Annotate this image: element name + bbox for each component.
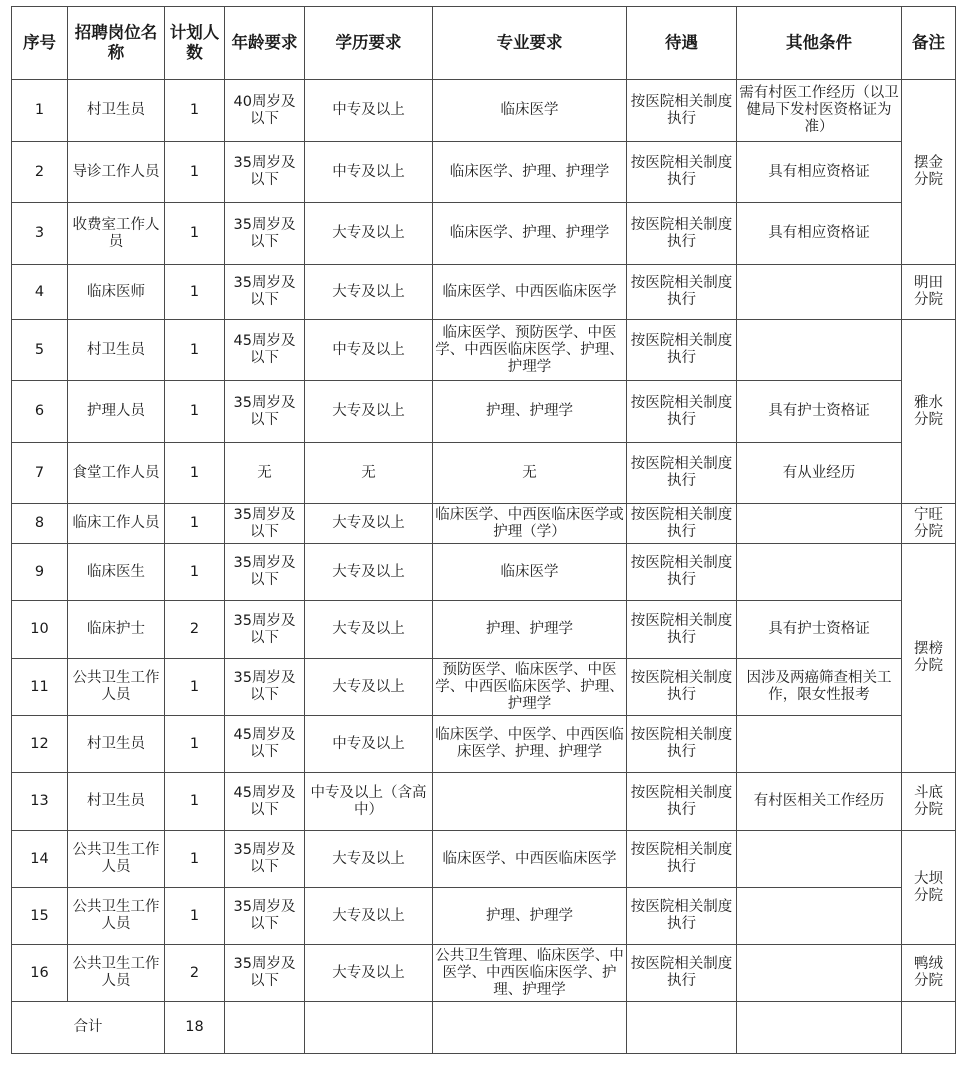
age-cell: 45周岁及以下 <box>225 716 305 773</box>
empty-cell <box>225 1002 305 1054</box>
total-count: 18 <box>165 1002 225 1054</box>
major-cell: 临床医学 <box>433 544 627 601</box>
education-cell: 大专及以上 <box>305 544 433 601</box>
count-cell: 1 <box>165 504 225 544</box>
age-cell: 35周岁及以下 <box>225 601 305 659</box>
position-cell: 公共卫生工作人员 <box>68 659 165 716</box>
other-cell: 具有相应资格证 <box>737 142 902 203</box>
seq-cell: 6 <box>12 381 68 443</box>
count-cell: 1 <box>165 716 225 773</box>
pay-cell: 按医院相关制度执行 <box>627 544 737 601</box>
remark-cell: 鸭绒分院 <box>902 945 956 1002</box>
remark-cell: 摆榜分院 <box>902 544 956 773</box>
count-cell: 1 <box>165 888 225 945</box>
remark-cell: 斗底分院 <box>902 773 956 831</box>
table-row <box>12 443 956 504</box>
position-cell: 临床护士 <box>68 601 165 659</box>
table-row <box>12 831 956 888</box>
remark-cell: 明田分院 <box>902 265 956 320</box>
age-cell: 35周岁及以下 <box>225 831 305 888</box>
table-row <box>12 659 956 716</box>
table-row <box>12 601 956 659</box>
age-cell: 35周岁及以下 <box>225 142 305 203</box>
count-cell: 1 <box>165 659 225 716</box>
seq-cell: 3 <box>12 203 68 265</box>
pay-cell: 按医院相关制度执行 <box>627 142 737 203</box>
education-cell: 大专及以上 <box>305 945 433 1002</box>
count-cell: 1 <box>165 443 225 504</box>
header-count: 计划人数 <box>165 7 225 80</box>
other-cell: 具有护士资格证 <box>737 601 902 659</box>
major-cell: 临床医学、中医学、中西医临床医学、护理、护理学 <box>433 716 627 773</box>
pay-cell: 按医院相关制度执行 <box>627 381 737 443</box>
seq-cell: 13 <box>12 773 68 831</box>
table-row <box>12 716 956 773</box>
position-cell: 导诊工作人员 <box>68 142 165 203</box>
position-cell: 公共卫生工作人员 <box>68 831 165 888</box>
other-cell <box>737 265 902 320</box>
position-cell: 收费室工作人员 <box>68 203 165 265</box>
other-cell <box>737 544 902 601</box>
empty-cell <box>902 1002 956 1054</box>
other-cell: 具有护士资格证 <box>737 381 902 443</box>
education-cell: 大专及以上 <box>305 601 433 659</box>
header-no: 序号 <box>12 7 68 80</box>
count-cell: 1 <box>165 265 225 320</box>
position-cell: 村卫生员 <box>68 773 165 831</box>
education-cell: 中专及以上 <box>305 80 433 142</box>
major-cell: 临床医学、护理、护理学 <box>433 142 627 203</box>
major-cell: 预防医学、临床医学、中医学、中西医临床医学、护理、护理学 <box>433 659 627 716</box>
education-cell: 中专及以上（含高中） <box>305 773 433 831</box>
education-cell: 大专及以上 <box>305 504 433 544</box>
position-cell: 护理人员 <box>68 381 165 443</box>
header-other: 其他条件 <box>737 7 902 80</box>
major-cell: 无 <box>433 443 627 504</box>
other-cell: 需有村医工作经历（以卫健局下发村医资格证为准） <box>737 80 902 142</box>
table-row <box>12 142 956 203</box>
table-row <box>12 504 956 544</box>
position-cell: 临床医师 <box>68 265 165 320</box>
empty-cell <box>305 1002 433 1054</box>
position-cell: 临床工作人员 <box>68 504 165 544</box>
table-row <box>12 773 956 831</box>
pay-cell: 按医院相关制度执行 <box>627 443 737 504</box>
remark-cell: 雅水分院 <box>902 320 956 504</box>
count-cell: 1 <box>165 142 225 203</box>
seq-cell: 1 <box>12 80 68 142</box>
pay-cell: 按医院相关制度执行 <box>627 888 737 945</box>
seq-cell: 14 <box>12 831 68 888</box>
seq-cell: 10 <box>12 601 68 659</box>
count-cell: 1 <box>165 203 225 265</box>
education-cell: 大专及以上 <box>305 831 433 888</box>
empty-cell <box>737 1002 902 1054</box>
age-cell: 35周岁及以下 <box>225 544 305 601</box>
major-cell: 临床医学、预防医学、中医学、中西医临床医学、护理、护理学 <box>433 320 627 381</box>
education-cell: 大专及以上 <box>305 888 433 945</box>
other-cell <box>737 716 902 773</box>
table-row <box>12 945 956 1002</box>
count-cell: 2 <box>165 945 225 1002</box>
pay-cell: 按医院相关制度执行 <box>627 80 737 142</box>
pay-cell: 按医院相关制度执行 <box>627 320 737 381</box>
pay-cell: 按医院相关制度执行 <box>627 601 737 659</box>
seq-cell: 7 <box>12 443 68 504</box>
other-cell <box>737 945 902 1002</box>
pay-cell: 按医院相关制度执行 <box>627 504 737 544</box>
header-remark: 备注 <box>902 7 956 80</box>
count-cell: 1 <box>165 320 225 381</box>
age-cell: 35周岁及以下 <box>225 381 305 443</box>
major-cell <box>433 773 627 831</box>
position-cell: 村卫生员 <box>68 716 165 773</box>
count-cell: 1 <box>165 80 225 142</box>
age-cell: 35周岁及以下 <box>225 504 305 544</box>
major-cell: 临床医学、护理、护理学 <box>433 203 627 265</box>
seq-cell: 5 <box>12 320 68 381</box>
table-body <box>12 80 956 1054</box>
seq-cell: 2 <box>12 142 68 203</box>
table-row <box>12 544 956 601</box>
age-cell: 35周岁及以下 <box>225 888 305 945</box>
count-cell: 1 <box>165 544 225 601</box>
position-cell: 临床医生 <box>68 544 165 601</box>
pay-cell: 按医院相关制度执行 <box>627 659 737 716</box>
other-cell: 具有相应资格证 <box>737 203 902 265</box>
major-cell: 临床医学、中西医临床医学 <box>433 265 627 320</box>
table-row <box>12 203 956 265</box>
seq-cell: 16 <box>12 945 68 1002</box>
count-cell: 1 <box>165 831 225 888</box>
position-cell: 村卫生员 <box>68 80 165 142</box>
other-cell: 有从业经历 <box>737 443 902 504</box>
major-cell: 临床医学、中西医临床医学 <box>433 831 627 888</box>
position-cell: 村卫生员 <box>68 320 165 381</box>
education-cell: 大专及以上 <box>305 203 433 265</box>
count-cell: 2 <box>165 601 225 659</box>
major-cell: 公共卫生管理、临床医学、中医学、中西医临床医学、护理、护理学 <box>433 945 627 1002</box>
header-major: 专业要求 <box>433 7 627 80</box>
major-cell: 护理、护理学 <box>433 888 627 945</box>
recruitment-table <box>11 6 956 1054</box>
table-row <box>12 265 956 320</box>
major-cell: 临床医学 <box>433 80 627 142</box>
seq-cell: 8 <box>12 504 68 544</box>
education-cell: 大专及以上 <box>305 381 433 443</box>
seq-cell: 9 <box>12 544 68 601</box>
header-pay: 待遇 <box>627 7 737 80</box>
age-cell: 45周岁及以下 <box>225 320 305 381</box>
other-cell: 有村医相关工作经历 <box>737 773 902 831</box>
age-cell: 35周岁及以下 <box>225 265 305 320</box>
pay-cell: 按医院相关制度执行 <box>627 773 737 831</box>
major-cell: 护理、护理学 <box>433 381 627 443</box>
seq-cell: 12 <box>12 716 68 773</box>
position-cell: 食堂工作人员 <box>68 443 165 504</box>
major-cell: 护理、护理学 <box>433 601 627 659</box>
pay-cell: 按医院相关制度执行 <box>627 265 737 320</box>
remark-cell: 大坝分院 <box>902 831 956 945</box>
count-cell: 1 <box>165 381 225 443</box>
remark-cell: 宁旺分院 <box>902 504 956 544</box>
header-position: 招聘岗位名称 <box>68 7 165 80</box>
education-cell: 中专及以上 <box>305 142 433 203</box>
pay-cell: 按医院相关制度执行 <box>627 831 737 888</box>
other-cell <box>737 831 902 888</box>
total-row <box>12 1002 956 1054</box>
age-cell: 无 <box>225 443 305 504</box>
major-cell: 临床医学、中西医临床医学或护理（学） <box>433 504 627 544</box>
table-row <box>12 320 956 381</box>
table-row <box>12 888 956 945</box>
education-cell: 大专及以上 <box>305 265 433 320</box>
age-cell: 45周岁及以下 <box>225 773 305 831</box>
education-cell: 大专及以上 <box>305 659 433 716</box>
education-cell: 无 <box>305 443 433 504</box>
pay-cell: 按医院相关制度执行 <box>627 945 737 1002</box>
position-cell: 公共卫生工作人员 <box>68 888 165 945</box>
header-row <box>12 7 956 80</box>
age-cell: 40周岁及以下 <box>225 80 305 142</box>
seq-cell: 11 <box>12 659 68 716</box>
table-row <box>12 381 956 443</box>
empty-cell <box>627 1002 737 1054</box>
seq-cell: 15 <box>12 888 68 945</box>
age-cell: 35周岁及以下 <box>225 659 305 716</box>
remark-cell: 摆金分院 <box>902 80 956 265</box>
education-cell: 中专及以上 <box>305 320 433 381</box>
header-age: 年龄要求 <box>225 7 305 80</box>
age-cell: 35周岁及以下 <box>225 203 305 265</box>
seq-cell: 4 <box>12 265 68 320</box>
other-cell: 因涉及两癌筛查相关工作，限女性报考 <box>737 659 902 716</box>
pay-cell: 按医院相关制度执行 <box>627 203 737 265</box>
count-cell: 1 <box>165 773 225 831</box>
empty-cell <box>433 1002 627 1054</box>
other-cell <box>737 504 902 544</box>
header-education: 学历要求 <box>305 7 433 80</box>
other-cell <box>737 888 902 945</box>
education-cell: 中专及以上 <box>305 716 433 773</box>
table-row <box>12 80 956 142</box>
position-cell: 公共卫生工作人员 <box>68 945 165 1002</box>
total-label: 合计 <box>12 1002 165 1054</box>
pay-cell: 按医院相关制度执行 <box>627 716 737 773</box>
age-cell: 35周岁及以下 <box>225 945 305 1002</box>
other-cell <box>737 320 902 381</box>
